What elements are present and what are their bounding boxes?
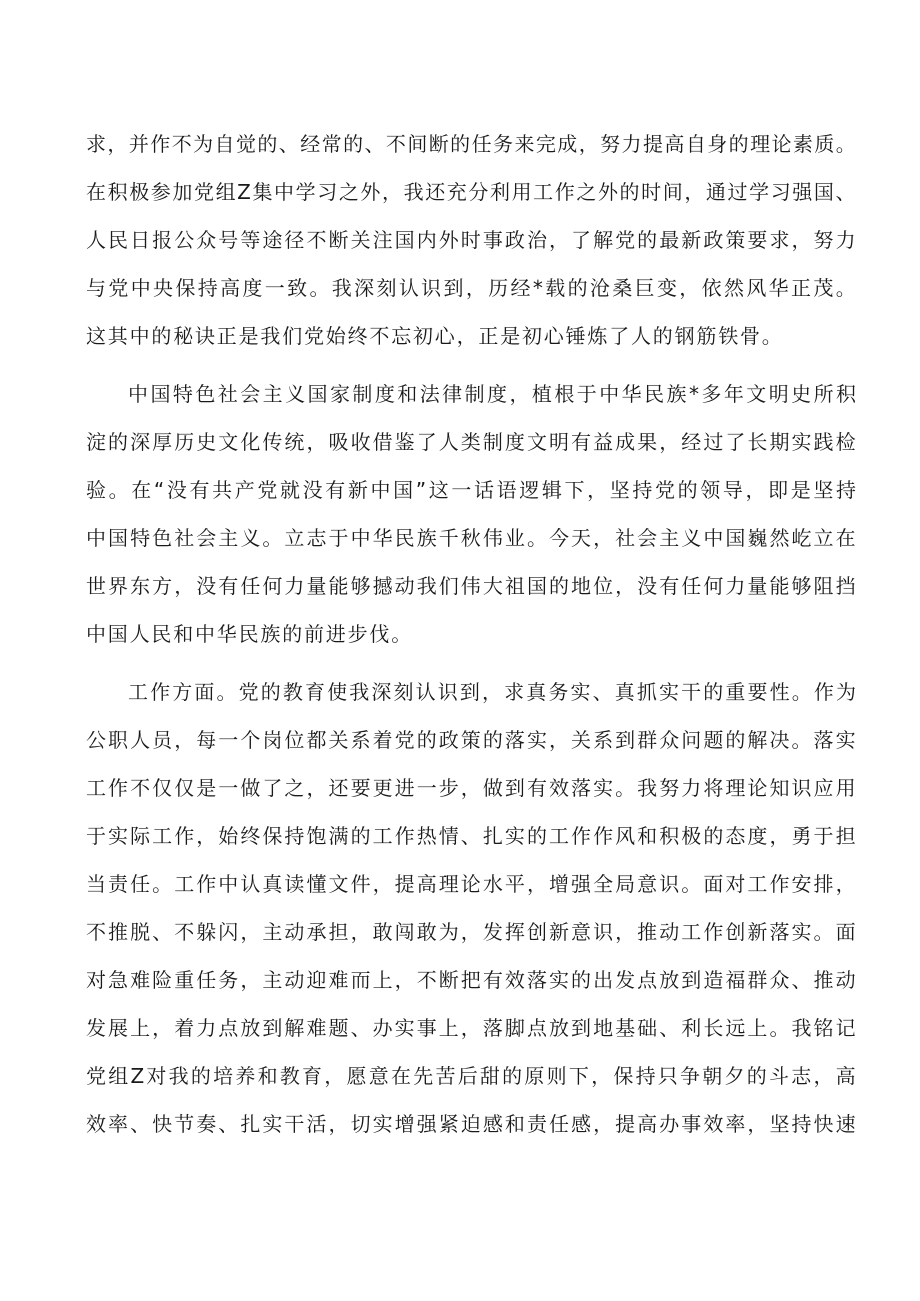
text-line: 验 。 在 “ 没 有 共 产 党 就 没 有 新 中 国 ” 这 一 话 语 逻 辑 下 ， 坚 持 党 的 领 导 ， 即 是 坚 持 <box>86 478 856 502</box>
text-line: 工 作 方 面 。 党 的 教 育 使 我 深 刻 认 识 到 ， 求 真 务 实 、 真 抓 实 干 的 重 要 性 。 作 为 <box>128 680 856 704</box>
text-line: 这其中的秘诀正是我们党始终不忘初心，正是初心锤炼了人的钢筋铁骨。 <box>86 324 784 348</box>
text-line: 于 实 际 工 作 ， 始 终 保 持 饱 满 的 工 作 热 情 、 扎 实 的 工 作 作 风 和 积 极 的 态 度 ， 勇 于 担 <box>86 824 856 848</box>
text-line: 发 展 上 ， 着 力 点 放 到 解 难 题 、 办 实 事 上 ， 落 脚 点 放 到 地 基 础 、 利 长 远 上 。 我 铭 记 <box>86 1016 856 1040</box>
text-line: 党 组 Z 对 我 的 培 养 和 教 育 ， 愿 意 在 先 苦 后 甜 的 原 则 下 ， 保 持 只 争 朝 夕 的 斗 志 ， 高 <box>86 1064 856 1088</box>
text-line: 效 率 、 快 节 奏 、 扎 实 干 活 ， 切 实 增 强 紧 迫 感 和 责 任 感 ， 提 高 办 事 效 率 ， 坚 持 快 速 <box>86 1112 856 1136</box>
text-line: 中 国 特 色 社 会 主 义 国 家 制 度 和 法 律 制 度 ， 植 根 于 中 华 民 族 * 多 年 文 明 史 所 积 <box>128 382 856 406</box>
text-line: 世 界 东 方 ， 没 有 任 何 力 量 能 够 撼 动 我 们 伟 大 祖 国 的 地 位 ， 没 有 任 何 力 量 能 够 阻 挡 <box>86 574 856 598</box>
text-line: 与 党 中 央 保 持 高 度 一 致 。 我 深 刻 认 识 到 ， 历 经 * 载 的 沧 桑 巨 变 ， 依 然 风 华 正 茂 。 <box>86 276 856 300</box>
text-line: 求 ， 并 作 不 为 自 觉 的 、 经 常 的 、 不 间 断 的 任 务 来 完 成 ， 努 力 提 高 自 身 的 理 论 素 质 。 <box>86 132 856 156</box>
text-line: 在 积 极 参 加 党 组 Z 集 中 学 习 之 外 ， 我 还 充 分 利 用 工 作 之 外 的 时 间 ， 通 过 学 习 强 国 、 <box>86 180 856 204</box>
text-line: 人 民 日 报 公 众 号 等 途 径 不 断 关 注 国 内 外 时 事 政 治 ， 了 解 党 的 最 新 政 策 要 求 ， 努 力 <box>86 228 856 252</box>
text-line: 中国人民和中华民族的前进步伐。 <box>86 622 413 646</box>
text-line: 当 责 任 。 工 作 中 认 真 读 懂 文 件 ， 提 高 理 论 水 平 ， 增 强 全 局 意 识 。 面 对 工 作 安 排 ， <box>86 872 856 896</box>
text-line: 淀 的 深 厚 历 史 文 化 传 统 ， 吸 收 借 鉴 了 人 类 制 度 文 明 有 益 成 果 ， 经 过 了 长 期 实 践 检 <box>86 430 856 454</box>
text-line: 中 国 特 色 社 会 主 义 。 立 志 于 中 华 民 族 千 秋 伟 业 。 今 天 ， 社 会 主 义 中 国 巍 然 屹 立 在 <box>86 526 856 550</box>
text-line: 对 急 难 险 重 任 务 ， 主 动 迎 难 而 上 ， 不 断 把 有 效 落 实 的 出 发 点 放 到 造 福 群 众 、 推 动 <box>86 968 856 992</box>
text-line: 不 推 脱 、 不 躲 闪 ， 主 动 承 担 ， 敢 闯 敢 为 ， 发 挥 创 新 意 识 ， 推 动 工 作 创 新 落 实 。 面 <box>86 920 856 944</box>
text-line: 公 职 人 员 ， 每 一 个 岗 位 都 关 系 着 党 的 政 策 的 落 实 ， 关 系 到 群 众 问 题 的 解 决 。 落 实 <box>86 728 856 752</box>
text-line: 工 作 不 仅 仅 是 一 做 了 之 ， 还 要 更 进 一 步 ， 做 到 有 效 落 实 。 我 努 力 将 理 论 知 识 应 用 <box>86 776 856 800</box>
